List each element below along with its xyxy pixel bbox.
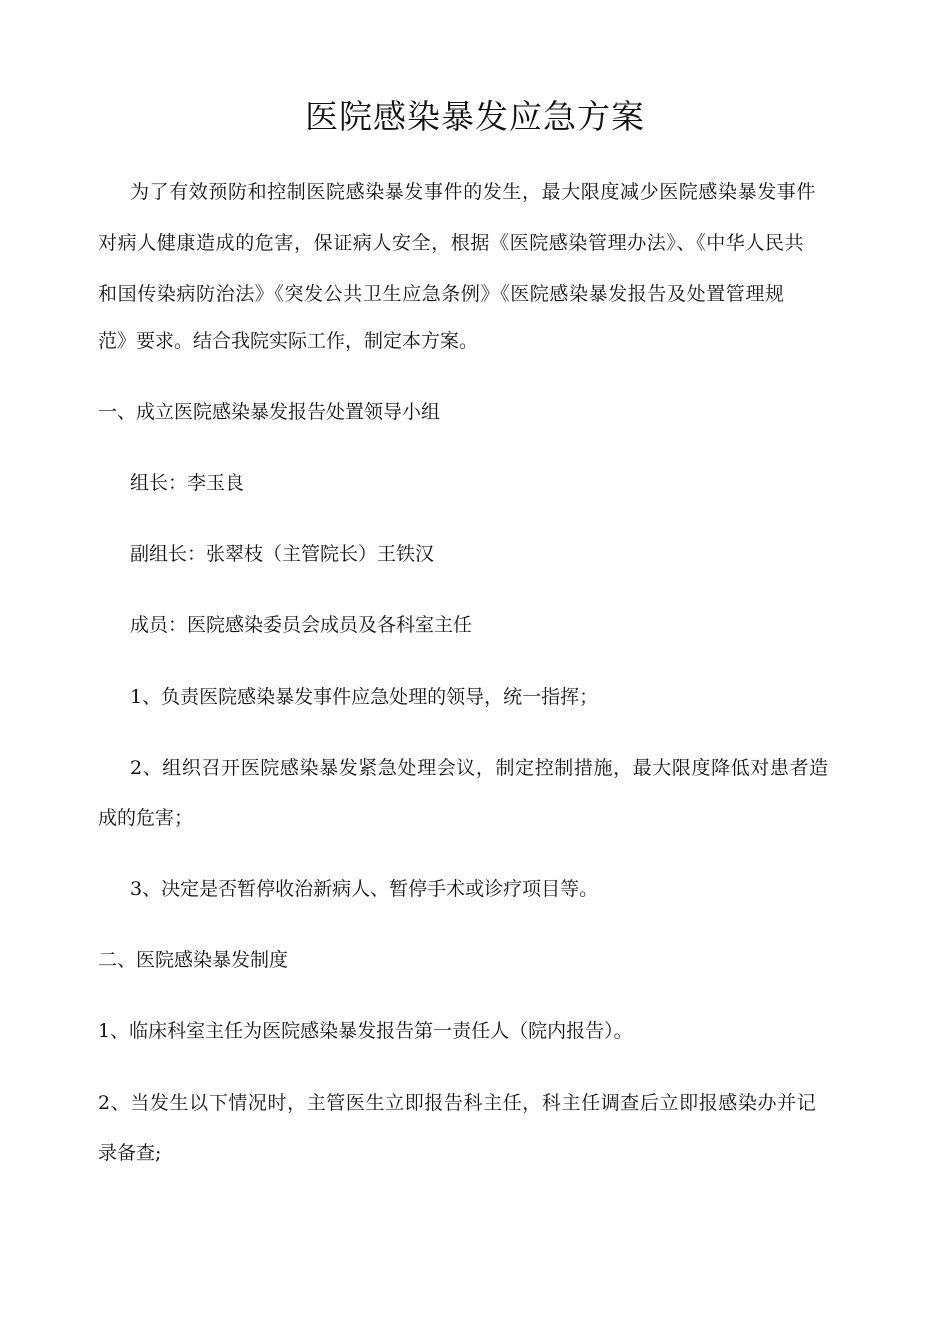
rule-item-2-line-2: 录备查; bbox=[98, 1142, 162, 1164]
rule-item-2-line-1: 2、当发生以下情况时，主管医生立即报告科主任，科主任调查后立即报感染办并记 bbox=[98, 1092, 817, 1114]
rule-item-1: 1、临床科室主任为医院感染暴发报告第一责任人（院内报告）。 bbox=[98, 1020, 633, 1042]
document-title: 医院感染暴发应急方案 bbox=[305, 97, 645, 136]
duty-2-line-2: 成的危害； bbox=[98, 807, 194, 829]
intro-line-4: 范》要求。结合我院实际工作，制定本方案。 bbox=[98, 330, 479, 352]
deputy-leader: 副组长：张翠枝（主管院长）王铁汉 bbox=[130, 543, 435, 565]
duty-3: 3、决定是否暂停收治新病人、暂停手术或诊疗项目等。 bbox=[130, 878, 599, 900]
duty-2-line-1: 2、组织召开医院感染暴发紧急处理会议，制定控制措施，最大限度降低对患者造 bbox=[130, 757, 829, 779]
intro-line-1: 为了有效预防和控制医院感染暴发事件的发生，最大限度减少医院感染暴发事件 bbox=[130, 181, 817, 203]
section1-heading: 一、成立医院感染暴发报告处置领导小组 bbox=[98, 401, 441, 423]
section2-heading: 二、医院感染暴发制度 bbox=[98, 949, 289, 971]
intro-line-3: 和国传染病防治法》《突发公共卫生应急条例》《医院感染暴发报告及处置管理规 bbox=[98, 283, 785, 305]
duty-1: 1、负责医院感染暴发事件应急处理的领导，统一指挥； bbox=[130, 686, 599, 708]
group-leader: 组长：李玉良 bbox=[130, 472, 245, 494]
group-members: 成员：医院感染委员会成员及各科室主任 bbox=[130, 614, 473, 636]
intro-line-2: 对病人健康造成的危害，保证病人安全，根据《医院感染管理办法》、《中华人民共 bbox=[98, 232, 805, 254]
